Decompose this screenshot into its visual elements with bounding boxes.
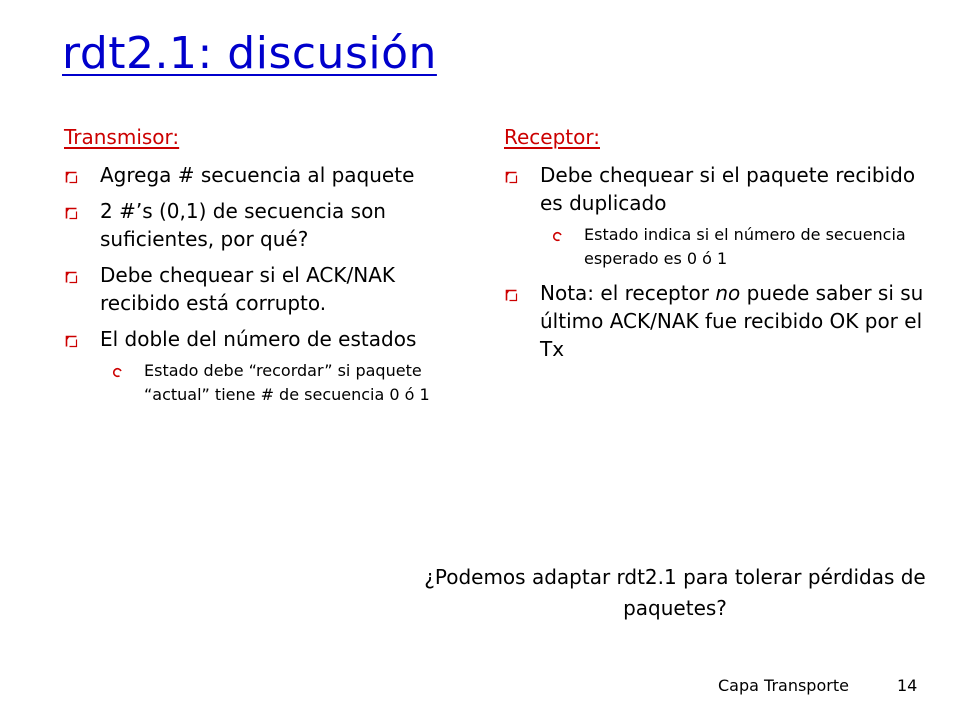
circle-bullet-icon — [112, 367, 123, 378]
receiver-heading: Receptor: — [504, 125, 600, 149]
bullet-item — [64, 197, 474, 253]
transmitter-column — [64, 124, 474, 415]
bullet-text: Debe chequear si el ACK/NAK recibido está corrupto. — [100, 263, 396, 315]
closing-question: ¿Podemos adaptar rdt2.1 para tolerar pérdidas de paquetes? — [424, 565, 926, 620]
receiver-bullet-list — [504, 161, 924, 363]
subbullet-item — [100, 359, 474, 407]
bullet-text-prefix: Nota: el receptor — [540, 281, 716, 305]
bullet-text: Debe chequear si el paquete recibido es duplicado — [540, 163, 916, 215]
square-bullet-icon — [504, 287, 519, 302]
bullet-text: 2 #’s (0,1) de secuencia son suficientes, por qué? — [100, 199, 386, 251]
circle-bullet-icon — [552, 231, 563, 242]
slide-title: rdt2.1: discusión — [62, 28, 437, 79]
subbullet-item — [540, 223, 924, 271]
subbullet-text: Estado indica si el número de secuencia esperado es 0 ó 1 — [584, 225, 906, 268]
footer-label: Capa Transporte — [718, 676, 849, 695]
bullet-item — [504, 279, 924, 363]
bullet-item — [64, 325, 474, 407]
bullet-item — [504, 161, 924, 271]
square-bullet-icon — [64, 205, 79, 220]
subbullet-text: Estado debe “recordar” si paquete “actual” tiene # de secuencia 0 ó 1 — [144, 361, 430, 404]
bullet-emphasis: no — [715, 281, 741, 305]
bullet-text: Agrega # secuencia al paquete — [100, 163, 415, 187]
transmitter-bullet-list — [64, 161, 474, 407]
bullet-text-suffix: puede saber si su último ACK/NAK fue recibido OK por el Tx — [540, 281, 924, 361]
transmitter-subbullet-list — [100, 359, 474, 407]
bullet-text: El doble del número de estados — [100, 327, 417, 351]
transmitter-heading: Transmisor: — [64, 125, 180, 149]
receiver-column — [504, 124, 924, 371]
page-number: 14 — [897, 676, 918, 695]
square-bullet-icon — [504, 169, 519, 184]
square-bullet-icon — [64, 269, 79, 284]
bullet-item — [64, 261, 474, 317]
square-bullet-icon — [64, 169, 79, 184]
bullet-item — [64, 161, 474, 189]
receiver-subbullet-list — [540, 223, 924, 271]
square-bullet-icon — [64, 333, 79, 348]
